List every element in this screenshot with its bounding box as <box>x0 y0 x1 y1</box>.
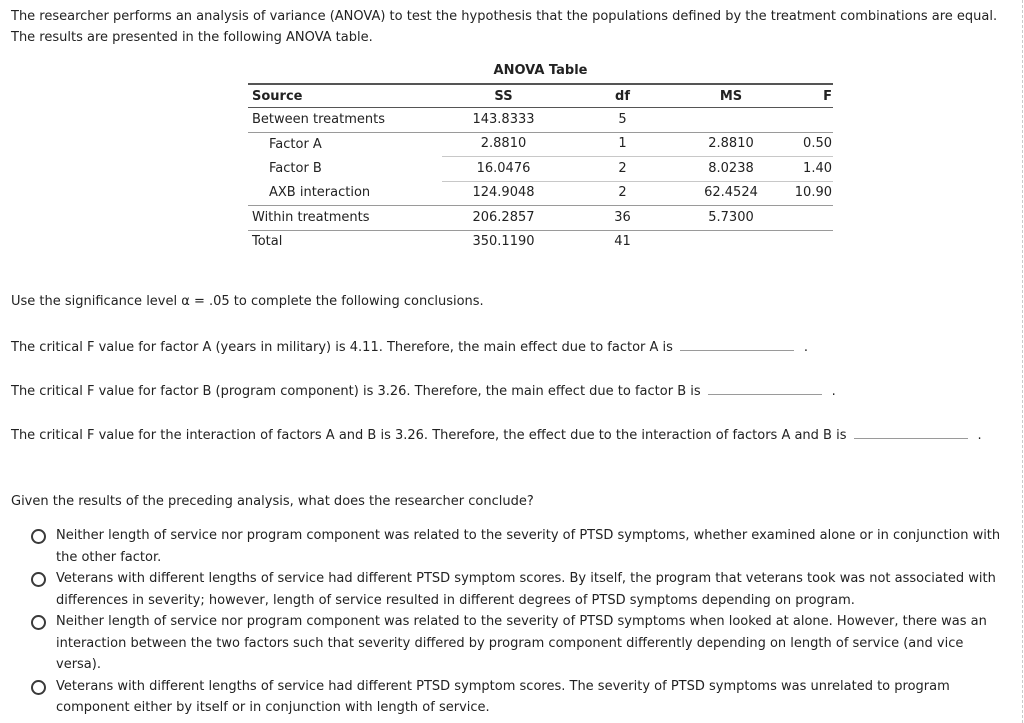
page-right-border <box>1022 0 1023 723</box>
intro-text <box>11 6 1011 48</box>
row-source: Total <box>252 234 283 250</box>
answer-option-text: Neither length of service nor program component was related to the severity of PTSD symptoms, whether examined alone or in conjunction with the other factor. <box>56 528 1001 565</box>
row-df: 1 <box>565 132 680 157</box>
row-df: 2 <box>565 181 680 206</box>
row-source: Within treatments <box>248 206 442 231</box>
row-ms: 8.0238 <box>680 157 782 182</box>
table-row <box>248 230 833 254</box>
row-ms <box>680 230 782 254</box>
radio-button[interactable] <box>31 680 46 695</box>
row-ss: 350.1190 <box>472 234 535 250</box>
intro-line-1: The researcher performs an analysis of variance (ANOVA) to test the hypothesis that the populations defined by the treatment combinations are equal. <box>11 9 998 24</box>
answer-option-3[interactable] <box>31 611 1011 676</box>
row-ss: 124.9048 <box>442 181 565 206</box>
answer-option-2[interactable] <box>31 568 1011 611</box>
table-row <box>248 157 833 182</box>
row-df: 5 <box>565 108 680 133</box>
anova-table <box>248 62 833 254</box>
row-f: 10.90 <box>782 181 833 206</box>
conclusion-period: . <box>803 340 809 355</box>
row-ss: 16.0476 <box>442 157 565 182</box>
row-ss: 143.8333 <box>442 108 565 133</box>
row-df: 2 <box>565 157 680 182</box>
answer-option-4[interactable] <box>31 676 1011 719</box>
row-df: 36 <box>565 206 680 231</box>
row-ms: 62.4524 <box>680 181 782 206</box>
table-row <box>248 206 833 231</box>
row-ss: 2.8810 <box>442 132 565 157</box>
conclusion-factor-b <box>11 382 836 399</box>
row-f <box>782 230 833 254</box>
header-ms: MS <box>680 84 782 108</box>
row-f <box>782 108 833 133</box>
header-ss: SS <box>442 84 565 108</box>
row-source: Factor B <box>269 160 322 176</box>
header-df: df <box>565 84 680 108</box>
radio-button[interactable] <box>31 615 46 630</box>
header-source: Source <box>248 84 442 108</box>
conclusion-period: . <box>977 428 982 443</box>
factor-b-answer-dropdown[interactable] <box>708 382 822 395</box>
row-f: 0.50 <box>782 132 833 157</box>
row-source: Factor A <box>269 136 322 152</box>
table-row <box>248 181 833 206</box>
table-header-row <box>248 84 833 108</box>
intro-line-2: The results are presented in the following ANOVA table. <box>11 30 373 45</box>
row-source: AXB interaction <box>248 181 442 206</box>
answer-options <box>31 525 1011 719</box>
row-ms <box>680 108 782 133</box>
row-ms: 2.8810 <box>680 132 782 157</box>
conclusion-interaction-text: The critical F value for the interaction of factors A and B is 3.26. Therefore, the effect due to the interaction of factors A and B is <box>11 428 847 443</box>
radio-button[interactable] <box>31 529 46 544</box>
interaction-answer-dropdown[interactable] <box>854 426 968 439</box>
factor-a-answer-dropdown[interactable] <box>680 338 794 351</box>
row-ss: 206.2857 <box>442 206 565 231</box>
answer-option-1[interactable] <box>31 525 1011 568</box>
radio-button[interactable] <box>31 572 46 587</box>
answer-option-text: Veterans with different lengths of service had different PTSD symptom scores. The severity of PTSD symptoms was unrelated to program component either by itself or in conjunction with length of service. <box>56 678 950 715</box>
conclusion-interaction <box>11 426 982 443</box>
row-source: Between treatments <box>248 108 442 133</box>
table-row <box>248 132 833 157</box>
conclusion-factor-a-text: The critical F value for factor A (years in military) is 4.11. Therefore, the main effect due to factor A is <box>11 340 673 355</box>
table-row <box>248 108 833 133</box>
question-text: Given the results of the preceding analysis, what does the researcher conclude? <box>11 494 534 509</box>
conclusion-period: . <box>831 384 836 399</box>
anova-table-caption: ANOVA Table <box>493 63 588 78</box>
significance-instruction: Use the significance level α = .05 to complete the following conclusions. <box>11 294 484 309</box>
answer-option-text: Veterans with different lengths of service had different PTSD symptom scores. By itself, the program that veterans took was not associated with differences in severity; however, length of service resulted in different degrees of PTSD symptoms depending on program. <box>56 571 996 608</box>
row-f: 1.40 <box>782 157 833 182</box>
conclusion-factor-a <box>11 338 808 355</box>
row-f <box>782 206 833 231</box>
conclusion-factor-b-text: The critical F value for factor B (program component) is 3.26. Therefore, the main effect due to factor B is <box>11 384 701 399</box>
row-df: 41 <box>614 234 631 250</box>
header-f: F <box>782 84 833 108</box>
row-ms: 5.7300 <box>680 206 782 231</box>
answer-option-text: Neither length of service nor program component was related to the severity of PTSD symptoms when looked at alone. However, there was an interaction between the two factors such that severity differed by program component differently depending on length of service (and vice versa). <box>56 614 987 672</box>
